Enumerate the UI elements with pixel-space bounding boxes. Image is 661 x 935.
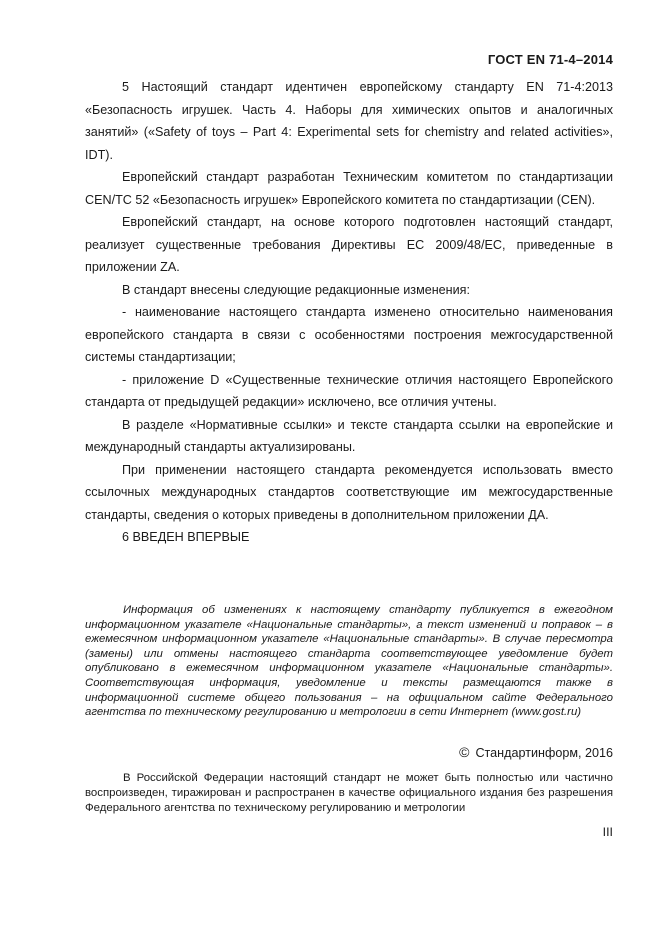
list-item-appendix-d: - приложение D «Существенные технические отличия настоящего Европейского стандарта от предыдущей редакции» исключено, все отличия учтены. [85,372,613,409]
info-notice-text: Информация об изменениях к настоящему стандарту публикуется в ежегодном информационном указателе «Национальные стандарты», а текст изменений и поправок – в ежемесячном информационном указателе «Национальные стандарты». В случае пересмотра (замены) или отмены настоящего стандарта соответствующее уведомление будет опубликовано в ежемесячном информационном указателе «Национальные стандарты». Соответствующая информация, уведомление и тексты размещаются также в информационной системе общего пользования – на официальном сайте Федерального агентства по техническому регулированию и метрологии в сети Интернет (www.gost.ru) [85,604,613,719]
paragraph-directive: Европейский стандарт, на основе которого подготовлен настоящий стандарт, реализует существенные требования Директивы ЕС 2009/48/EC, приведенные в приложении ZA. [85,215,613,274]
main-text [85,76,613,549]
paragraph-changes-intro: В стандарт внесены следующие редакционные изменения: [122,282,470,297]
page-number: III [602,825,613,839]
document-code: ГОСТ EN 71-4–2014 [487,52,613,67]
paragraph-references: В разделе «Нормативные ссылки» и тексте стандарта ссылки на европейские и международный стандарты актуализированы. [85,417,613,454]
copyright-icon: © [459,744,470,760]
rights-notice [85,771,613,816]
list-item-name-change: - наименование настоящего стандарта изменено относительно наименования европейского стандарта в связи с особенностями построения межгосударственной системы стандартизации; [85,305,613,364]
copyright-line [459,744,613,760]
paragraph-introduced: 6 ВВЕДЕН ВПЕРВЫЕ [122,530,250,544]
info-notice [85,603,613,720]
paragraph-developer: Европейский стандарт разработан Техническим комитетом по стандартизации CEN/TC 52 «Безопасность игрушек» Европейского комитета по стандартизации (CEN). [85,170,613,207]
rights-notice-text: В Российской Федерации настоящий стандарт не может быть полностью или частично воспроизведен, тиражирован и распространен в качестве официального издания без разрешения Федерального агентства по техническому регулированию и метрологии [85,772,613,814]
paragraph-identity: 5 Настоящий стандарт идентичен европейскому стандарту EN 71-4:2013 «Безопасность игрушек. Часть 4. Наборы для химических опытов и аналогичных занятий» («Safety of toys – Part 4: Experimental sets for chemistry and related activities», IDT). [85,80,613,162]
paragraph-application: При применении настоящего стандарта рекомендуется использовать вместо ссылочных международных стандартов соответствующие им межгосударственные стандарты, сведения о которых приведены в дополнительном приложении ДА. [85,462,613,522]
copyright-text: Стандартинформ, 2016 [475,746,613,760]
